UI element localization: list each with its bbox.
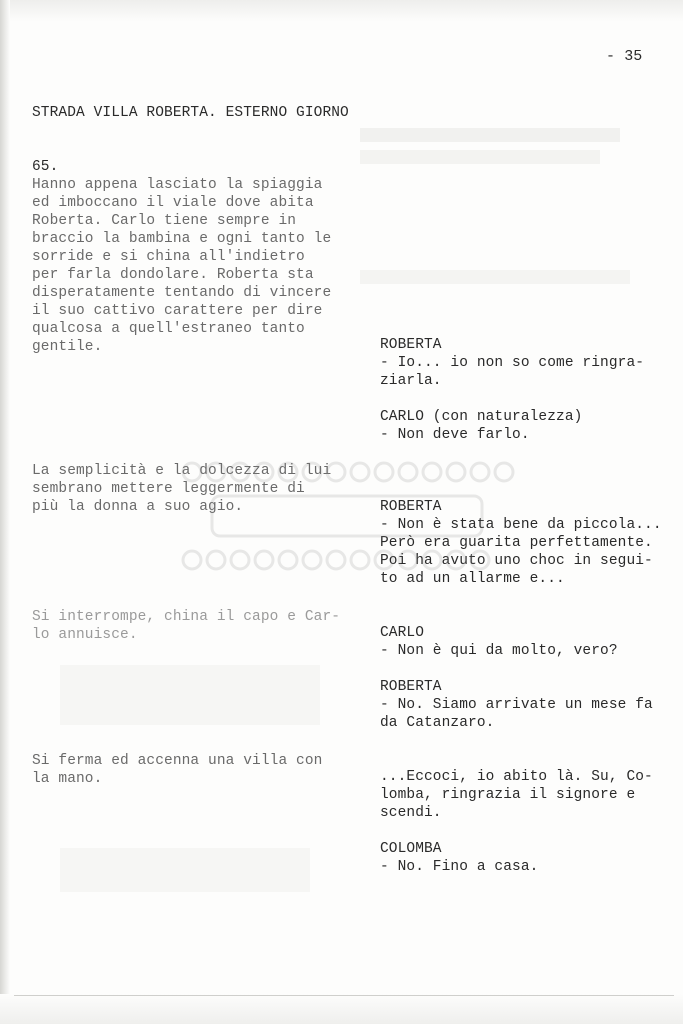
paper-bottom-edge <box>0 994 683 1024</box>
action-line: braccio la bambina e ogni tanto le <box>32 231 332 247</box>
paper-top-edge <box>0 0 683 22</box>
bleed-through-mark <box>360 128 620 142</box>
page-number: - 35 <box>606 48 643 65</box>
speaker-name: ROBERTA <box>380 337 442 353</box>
action-line: Si ferma ed accenna una villa con <box>32 753 323 769</box>
dialogue-line: lomba, ringrazia il signore e <box>380 787 636 803</box>
dialogue-line: scendi. <box>380 805 442 821</box>
action-line: lo annuisce. <box>32 627 138 643</box>
speaker-name: CARLO <box>380 625 425 641</box>
dialogue-line: - Non è stata bene da piccola... <box>380 517 662 533</box>
bleed-through-mark <box>60 665 320 725</box>
speaker-name: CARLO (con naturalezza) <box>380 409 583 425</box>
dialogue-line: Poi ha avuto uno choc in segui- <box>380 553 653 569</box>
dialogue-line: - Non deve farlo. <box>380 427 530 443</box>
dialogue-line: - Io... io non so come ringra- <box>380 355 645 371</box>
action-line: gentile. <box>32 339 103 355</box>
dialogue-line: ...Eccoci, io abito là. Su, Co- <box>380 769 653 785</box>
dialogue-line: ziarla. <box>380 373 442 389</box>
dialogue-line: - No. Siamo arrivate un mese fa <box>380 697 653 713</box>
bleed-through-mark <box>360 150 600 164</box>
action-line: qualcosa a quell'estraneo tanto <box>32 321 305 337</box>
action-line: Si interrompe, china il capo e Car- <box>32 609 341 625</box>
action-line: Roberta. Carlo tiene sempre in <box>32 213 297 229</box>
action-line: Hanno appena lasciato la spiaggia <box>32 177 323 193</box>
bleed-through-mark <box>360 270 630 284</box>
paper-fold-line <box>14 995 674 996</box>
scene-number: 65. <box>32 159 59 175</box>
action-line: per farla dondolare. Roberta sta <box>32 267 314 283</box>
action-line: La semplicità e la dolcezza di lui <box>32 463 332 479</box>
speaker-name: ROBERTA <box>380 499 442 515</box>
action-line: più la donna a suo agio. <box>32 499 244 515</box>
scene-heading: STRADA VILLA ROBERTA. ESTERNO GIORNO <box>32 105 349 121</box>
dialogue-line: da Catanzaro. <box>380 715 495 731</box>
action-line: sorride e si china all'indietro <box>32 249 305 265</box>
action-line: il suo cattivo carattere per dire <box>32 303 323 319</box>
action-line: sembrano mettere leggermente di <box>32 481 305 497</box>
dialogue-line: Però era guarita perfettamente. <box>380 535 653 551</box>
dialogue-line: - Non è qui da molto, vero? <box>380 643 618 659</box>
dialogue-line: to ad un allarme e... <box>380 571 565 587</box>
action-line: ed imboccano il viale dove abita <box>32 195 314 211</box>
speaker-name: COLOMBA <box>380 841 442 857</box>
speaker-name: ROBERTA <box>380 679 442 695</box>
dialogue-line: - No. Fino a casa. <box>380 859 539 875</box>
paper-left-edge <box>0 0 10 1024</box>
action-line: disperatamente tentando di vincere <box>32 285 332 301</box>
action-line: la mano. <box>32 771 103 787</box>
bleed-through-mark <box>60 848 310 892</box>
